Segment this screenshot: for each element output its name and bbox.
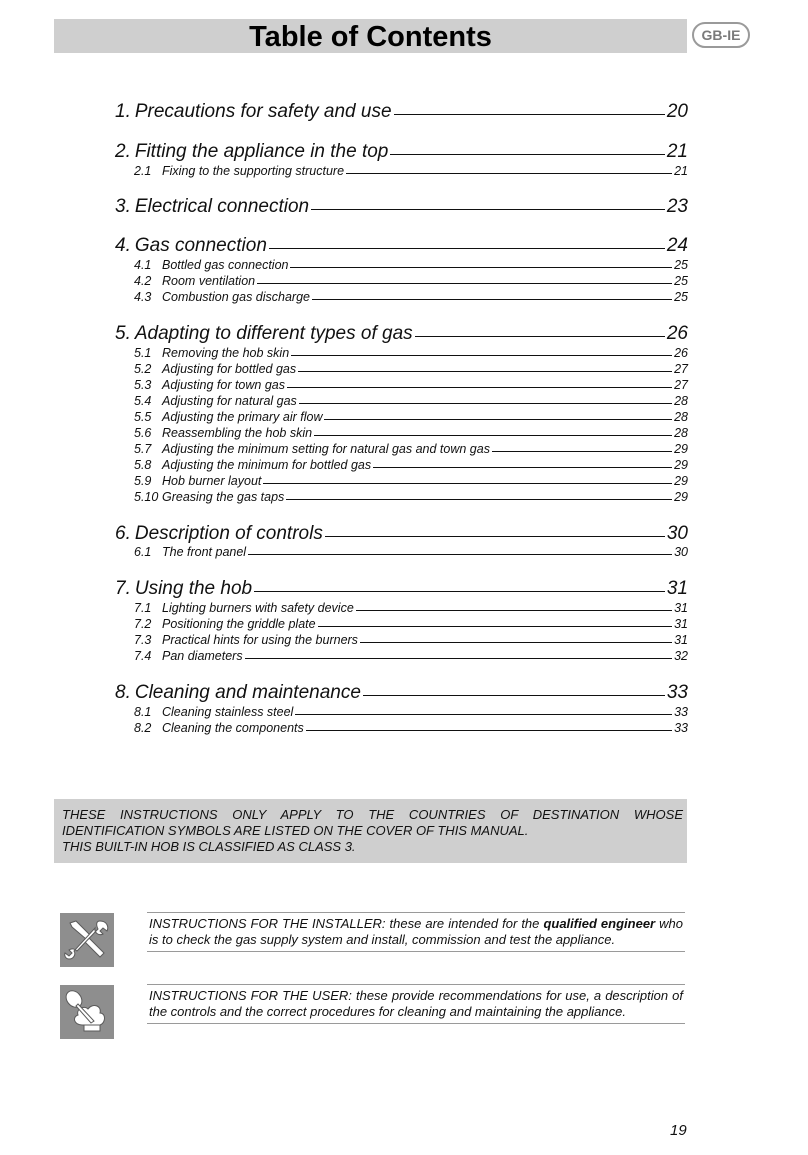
toc-number: 7.2 xyxy=(134,617,152,631)
toc-number: 5.6 xyxy=(134,426,152,440)
toc-label: Fitting the appliance in the top xyxy=(134,141,389,162)
toc-label: Greasing the gas taps xyxy=(162,490,285,504)
toc-entry-4-2[interactable] xyxy=(134,274,688,290)
toc-number: 8.1 xyxy=(134,705,152,719)
toc-page: 31 xyxy=(674,633,688,647)
leader-line xyxy=(286,499,672,500)
toc-entry-6-1[interactable] xyxy=(134,545,688,561)
toc-entry-5-10[interactable] xyxy=(134,490,688,506)
toc-number: 7.4 xyxy=(134,649,152,663)
toc-number: 8.2 xyxy=(134,721,152,735)
toc-number: 5.2 xyxy=(134,362,152,376)
toc-number: 2. xyxy=(115,141,131,162)
installer-text-bold: qualified engineer xyxy=(543,916,656,931)
leader-line xyxy=(298,371,672,372)
toc-page: 20 xyxy=(666,101,688,122)
toc-label: Using the hob xyxy=(134,578,253,599)
leader-line xyxy=(492,451,672,452)
leader-line xyxy=(306,730,672,731)
toc-entry-8[interactable] xyxy=(115,682,688,706)
toc-label: Adjusting the minimum for bottled gas xyxy=(162,458,372,472)
toc-entry-3[interactable] xyxy=(115,196,688,220)
leader-line xyxy=(360,642,672,643)
leader-line xyxy=(356,610,672,611)
leader-line xyxy=(248,554,672,555)
leader-line xyxy=(290,267,672,268)
user-instructions xyxy=(147,984,685,1024)
toc-label: Practical hints for using the burners xyxy=(162,633,358,647)
toc-label: Reassembling the hob skin xyxy=(162,426,313,440)
toc-number: 6. xyxy=(115,523,131,544)
toc-number: 5.5 xyxy=(134,410,152,424)
toc-page: 23 xyxy=(666,196,688,217)
toc-label: Description of controls xyxy=(134,523,323,544)
toc-label: Cleaning the components xyxy=(162,721,304,735)
toc-number: 3. xyxy=(115,196,131,217)
toc-entry-4-3[interactable] xyxy=(134,290,688,306)
toc-page: 27 xyxy=(674,378,688,392)
toc-entry-5-7[interactable] xyxy=(134,442,688,458)
toc-label: Precautions for safety and use xyxy=(134,101,392,122)
toc-page: 33 xyxy=(674,721,688,735)
leader-line xyxy=(295,714,672,715)
chef-hat-spoon-icon xyxy=(60,985,114,1039)
toc-label: Hob burner layout xyxy=(162,474,262,488)
toc-page: 29 xyxy=(674,490,688,504)
toc-page: 24 xyxy=(666,235,688,256)
toc-page: 33 xyxy=(666,682,688,703)
toc-number: 4.1 xyxy=(134,258,152,272)
toc-entry-7[interactable] xyxy=(115,578,688,602)
leader-line xyxy=(312,299,672,300)
toc-label: Electrical connection xyxy=(134,196,310,217)
toc-page: 28 xyxy=(674,426,688,440)
user-text: INSTRUCTIONS FOR THE USER: these provide recommendations for use, a description of the controls and the correct procedures for cleaning and maintaining the appliance. xyxy=(149,988,683,1019)
toc-number: 5.7 xyxy=(134,442,152,456)
toc-entry-7-1[interactable] xyxy=(134,601,688,617)
leader-line xyxy=(254,591,665,592)
leader-line xyxy=(314,435,672,436)
page-title: Table of Contents xyxy=(249,21,492,53)
toc-page: 32 xyxy=(674,649,688,663)
toc-entry-2[interactable] xyxy=(115,141,688,165)
toc-label: Cleaning stainless steel xyxy=(162,705,294,719)
toc-number: 7. xyxy=(115,578,131,599)
leader-line xyxy=(263,483,672,484)
toc-label: Lighting burners with safety device xyxy=(162,601,354,615)
toc-number: 4.2 xyxy=(134,274,152,288)
toc-number: 5.3 xyxy=(134,378,152,392)
toc-page: 26 xyxy=(666,323,688,344)
installer-text-start: INSTRUCTIONS FOR THE INSTALLER: these are intended for the xyxy=(149,916,544,931)
leader-line xyxy=(394,114,665,115)
toc-page: 21 xyxy=(666,141,688,162)
toc-entry-5-1[interactable] xyxy=(134,346,688,362)
toc-label: Adjusting for town gas xyxy=(162,378,285,392)
toc-entry-5-2[interactable] xyxy=(134,362,688,378)
toc-entry-7-2[interactable] xyxy=(134,617,688,633)
toc-number: 5.1 xyxy=(134,346,152,360)
installer-text-end: who is to check the gas supply system and install, commission and test the appliance. xyxy=(149,916,683,947)
toc-number: 7.1 xyxy=(134,601,152,615)
page-number: 19 xyxy=(670,1122,687,1139)
notice-line: THIS BUILT-IN HOB IS CLASSIFIED AS CLASS 3. xyxy=(62,839,356,854)
toc-number: 2.1 xyxy=(134,164,152,178)
tools-icon xyxy=(60,913,114,967)
toc-entry-1[interactable] xyxy=(115,101,688,125)
country-notice xyxy=(54,799,687,863)
toc-label: Adjusting for bottled gas xyxy=(162,362,297,376)
toc-entry-5-3[interactable] xyxy=(134,378,688,394)
toc-page: 30 xyxy=(674,545,688,559)
leader-line xyxy=(257,283,672,284)
toc-number: 1. xyxy=(115,101,131,122)
toc-label: Positioning the griddle plate xyxy=(162,617,316,631)
leader-line xyxy=(245,658,672,659)
toc-number: 5.10 xyxy=(134,490,159,504)
toc-label: Room ventilation xyxy=(162,274,256,288)
toc-label: Removing the hob skin xyxy=(162,346,290,360)
toc-entry-7-3[interactable] xyxy=(134,633,688,649)
toc-entry-5-8[interactable] xyxy=(134,458,688,474)
toc-page: 25 xyxy=(674,258,688,272)
toc-number: 5.8 xyxy=(134,458,152,472)
toc-label: The front panel xyxy=(162,545,247,559)
toc-number: 4. xyxy=(115,235,131,256)
leader-line xyxy=(287,387,672,388)
leader-line xyxy=(311,209,665,210)
leader-line xyxy=(346,173,672,174)
toc-label: Adjusting the minimum setting for natural gas and town gas xyxy=(162,442,490,456)
notice-line: THESE INSTRUCTIONS ONLY APPLY TO THE COUNTRIES OF DESTINATION WHOSE xyxy=(62,807,683,822)
toc-entry-5-4[interactable] xyxy=(134,394,688,410)
toc-number: 4.3 xyxy=(134,290,152,304)
leader-line xyxy=(363,695,665,696)
toc-page: 31 xyxy=(674,617,688,631)
toc-page: 26 xyxy=(674,346,688,360)
toc-label: Cleaning and maintenance xyxy=(134,682,361,703)
toc-number: 5.4 xyxy=(134,394,152,408)
toc-entry-4-1[interactable] xyxy=(134,258,688,274)
leader-line xyxy=(269,248,665,249)
toc-page: 29 xyxy=(674,458,688,472)
toc-page: 25 xyxy=(674,290,688,304)
toc-number: 6.1 xyxy=(134,545,152,559)
toc-label: Adjusting for natural gas xyxy=(162,394,297,408)
title-bar xyxy=(54,19,687,53)
toc-number: 8. xyxy=(115,682,131,703)
toc-entry-8-1[interactable] xyxy=(134,705,688,721)
toc-page: 27 xyxy=(674,362,688,376)
language-badge: GB-IE xyxy=(692,22,750,48)
toc-page: 30 xyxy=(666,523,688,544)
toc-label: Pan diameters xyxy=(162,649,243,663)
leader-line xyxy=(318,626,673,627)
toc-entry-5[interactable] xyxy=(115,323,688,347)
toc-entry-6[interactable] xyxy=(115,523,688,547)
toc-entry-5-9[interactable] xyxy=(134,474,688,490)
installer-instructions xyxy=(147,912,685,952)
toc-entry-5-6[interactable] xyxy=(134,426,688,442)
leader-line xyxy=(415,336,665,337)
toc-page: 28 xyxy=(674,394,688,408)
toc-entry-2-1[interactable] xyxy=(134,164,688,180)
toc-page: 29 xyxy=(674,474,688,488)
leader-line xyxy=(324,419,672,420)
toc-number: 5. xyxy=(115,323,131,344)
toc-label: Gas connection xyxy=(134,235,267,256)
toc-page: 31 xyxy=(666,578,688,599)
toc-label: Combustion gas discharge xyxy=(162,290,310,304)
toc-number: 5.9 xyxy=(134,474,152,488)
leader-line xyxy=(390,154,664,155)
toc-label: Adapting to different types of gas xyxy=(134,323,413,344)
toc-page: 28 xyxy=(674,410,688,424)
toc-label: Fixing to the supporting structure xyxy=(162,164,345,178)
toc-page: 29 xyxy=(674,442,688,456)
leader-line xyxy=(299,403,672,404)
leader-line xyxy=(325,536,665,537)
toc-number: 7.3 xyxy=(134,633,152,647)
toc-entry-7-4[interactable] xyxy=(134,649,688,665)
toc-entry-8-2[interactable] xyxy=(134,721,688,737)
toc-page: 33 xyxy=(674,705,688,719)
leader-line xyxy=(373,467,672,468)
toc-page: 31 xyxy=(674,601,688,615)
toc-label: Bottled gas connection xyxy=(162,258,289,272)
toc-label: Adjusting the primary air flow xyxy=(162,410,323,424)
toc-entry-5-5[interactable] xyxy=(134,410,688,426)
toc-page: 25 xyxy=(674,274,688,288)
notice-line: IDENTIFICATION SYMBOLS ARE LISTED ON THE COVER OF THIS MANUAL. xyxy=(62,823,529,838)
leader-line xyxy=(291,355,672,356)
toc-page: 21 xyxy=(674,164,688,178)
toc-entry-4[interactable] xyxy=(115,235,688,259)
